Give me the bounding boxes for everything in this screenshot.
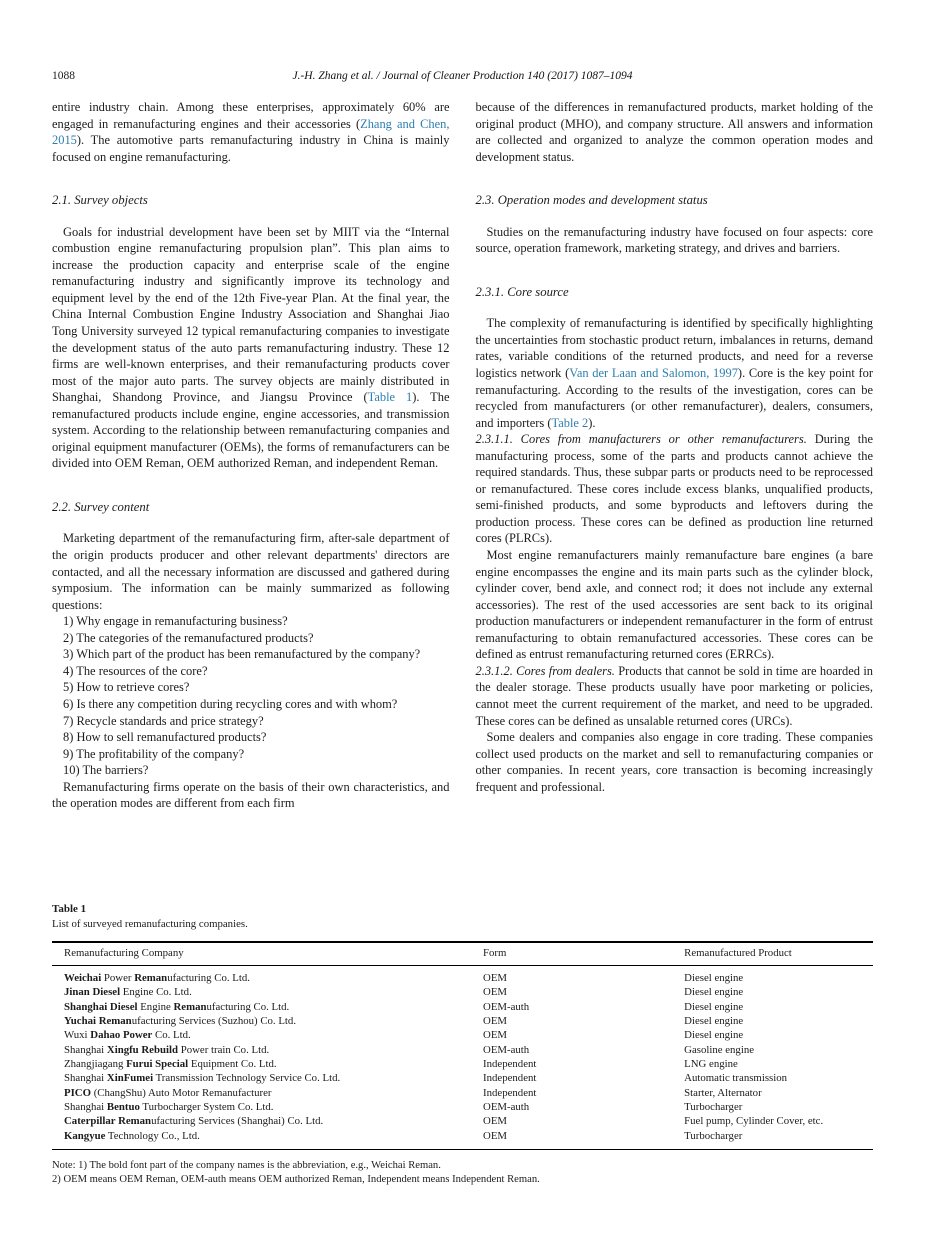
running-header: [52, 70, 873, 86]
table-row: [52, 1058, 873, 1072]
section-heading: 2.1. Survey objects: [52, 193, 148, 208]
table-row: [52, 1115, 873, 1129]
form-cell: OEM: [483, 1029, 508, 1042]
table-note-line: 2) OEM means OEM Reman, OEM-auth means OEM authorized Reman, Independent means Independent Reman.: [52, 1173, 540, 1185]
text-run: Goals for industrial development have been set by MIIT via the “Internal combustion engine remanufacturing propulsion plan”. This plan aims to increase the production capacity and enterprise scale of the engine remanufacturing industry and significantly improve its technology and equipment level by the end of the 12th Five-year Plan. At the final year, the China Internal Combustion Engine Industry Association and Shanghai Jiao Tong University surveyed 12 typical remanufacturing companies to investigate the development status of the auto parts remanufacturing industry. These 12 firms are well-known enterprises, and their remanufacturing products cover most of the major auto parts. The survey objects are mainly distributed in Shanghai, Shandong Province, and Jiangsu Province (: [52, 224, 450, 405]
text-run: 1) Why engage in remanufacturing business?: [63, 614, 288, 629]
text-run: 7) Recycle standards and price strategy?: [63, 713, 264, 728]
page-number: 1088: [52, 70, 75, 82]
table-notes: [52, 1159, 873, 1186]
paragraph: [52, 696, 450, 713]
article-body: [52, 99, 873, 899]
paragraph: [476, 224, 874, 257]
text-run: XinFumei: [106, 1072, 154, 1085]
table-row: [52, 986, 873, 1000]
text-run: Power train Co. Ltd.: [178, 1043, 270, 1056]
company-cell: [52, 1129, 483, 1149]
form-cell: OEM-auth: [483, 1101, 530, 1114]
company-cell: [52, 1000, 483, 1014]
section-heading: 2.3. Operation modes and development status: [475, 193, 708, 208]
form-cell: Independent: [483, 1058, 537, 1070]
product-cell: Turbocharger: [684, 1101, 743, 1114]
text-run: 8) How to sell remanufactured products?: [63, 730, 267, 745]
form-cell: OEM: [483, 1129, 508, 1142]
paragraph: [476, 729, 874, 795]
paragraph: [476, 315, 874, 431]
company-cell: [52, 1101, 483, 1115]
text-run: Marketing department of the remanufacturing firm, after-sale department of the origin products producer and other relevant departments' directors are contacted, and all the necessary information are discussed and gathered during symposium. The information can be mainly summarized as following questions:: [52, 531, 450, 612]
right-column: [476, 99, 874, 899]
paragraph: [476, 431, 874, 547]
left-column: [52, 99, 450, 899]
paragraph: [52, 779, 450, 812]
paragraph: [476, 547, 874, 663]
text-run: ).: [588, 415, 596, 430]
paragraph: [52, 99, 450, 165]
text-run: 5) How to retrieve cores?: [63, 680, 190, 695]
text-run: Turbocharger System Co. Ltd.: [139, 1101, 274, 1114]
table-row: [52, 1014, 873, 1028]
citation-link[interactable]: Table 1: [367, 390, 413, 405]
paragraph: [476, 663, 874, 729]
text-run: ufacturing Services (Shanghai) Co. Ltd.: [151, 1115, 324, 1128]
column-header: Form: [483, 942, 684, 966]
text-run: 2.3.1.2. Cores from dealers.: [475, 663, 615, 678]
text-run: Products that cannot be sold in time are hoarded in the dealer storage. These products usually have poor marketing or policies, cannot meet the current requirement of the market, and need to be upgraded. These cores can be defined as unsalable returned cores (URCs).: [475, 663, 873, 728]
text-run: 3) Which part of the product has been remanufactured by the company?: [63, 647, 421, 662]
text-run: 4) The resources of the core?: [63, 663, 208, 678]
text-run: Studies on the remanufacturing industry have focused on four aspects: core source, operation framework, marketing strategy, and drives and barriers.: [475, 224, 873, 256]
company-cell: [52, 1058, 483, 1072]
text-run: 9) The profitability of the company?: [63, 746, 245, 761]
company-cell: [52, 965, 483, 985]
company-cell: [52, 1014, 483, 1028]
text-run: Dahao Power: [90, 1029, 153, 1042]
text-run: Engine: [137, 1000, 174, 1013]
text-run: ufacturing Co. Ltd.: [206, 1000, 290, 1013]
product-cell: Gasoline engine: [684, 1043, 755, 1056]
text-run: 6) Is there any competition during recycling cores and with whom?: [63, 696, 398, 711]
paragraph: [52, 729, 450, 746]
form-cell: OEM: [483, 1115, 508, 1128]
company-cell: [52, 1115, 483, 1129]
text-run: because of the differences in remanufactured products, market holding of the original product (MHO), and company structure. All answers and information are collected and organized to analyze the common operation modes and development status.: [475, 100, 873, 164]
text-run: Some dealers and companies also engage in core trading. These companies collect used products on the market and sell to remanufacturing companies or other companies. In recent years, core transaction is becoming increasingly frequent and professional.: [475, 730, 873, 794]
product-cell: Diesel engine: [684, 1000, 744, 1013]
text-run: (ChangShu) Auto Motor Remanufacturer: [91, 1086, 272, 1099]
text-run: Shanghai Diesel: [64, 1000, 138, 1013]
text-run: entire industry chain. Among these enterprises, approximately 60% are engaged in remanufacturing engines and their accessories (: [52, 100, 450, 131]
section-heading: 2.2. Survey content: [52, 499, 150, 514]
text-run: PICO: [64, 1086, 91, 1099]
product-cell: Turbocharger: [684, 1129, 743, 1142]
text-run: Wuxi: [64, 1029, 91, 1042]
text-run: Kangyue: [64, 1129, 106, 1142]
paragraph: [52, 713, 450, 730]
table-caption: List of surveyed remanufacturing companies.: [52, 918, 248, 931]
company-cell: [52, 1086, 483, 1100]
column-header: Remanufacturing Company: [52, 942, 483, 966]
text-run: ). The automotive parts remanufacturing industry in China is mainly focused on engine remanufacturing.: [52, 133, 450, 164]
product-cell: Diesel engine: [684, 1014, 744, 1027]
form-cell: OEM-auth: [483, 1043, 530, 1056]
text-run: Shanghai: [64, 1043, 107, 1056]
text-run: Caterpillar Reman: [64, 1115, 152, 1128]
paragraph: [52, 224, 450, 472]
text-run: Shanghai: [64, 1101, 107, 1114]
product-cell: LNG engine: [684, 1058, 738, 1070]
product-cell: Fuel pump, Cylinder Cover, etc.: [684, 1115, 824, 1128]
table-header-row: [52, 942, 873, 966]
text-run: Engine Co. Ltd.: [120, 986, 192, 999]
text-run: Reman: [134, 971, 168, 984]
paragraph: [52, 646, 450, 663]
text-run: Zhangjiagang: [64, 1058, 127, 1070]
text-run: 2) The categories of the remanufactured products?: [63, 630, 314, 645]
table-row: [52, 1129, 873, 1149]
paragraph: [52, 746, 450, 763]
citation-link[interactable]: Van der Laan and Salomon, 1997: [569, 366, 738, 381]
form-cell: OEM-auth: [483, 1000, 530, 1013]
text-run: Transmission Technology Service Co. Ltd.: [153, 1072, 341, 1085]
form-cell: Independent: [483, 1072, 537, 1085]
table1-section: [52, 903, 873, 1186]
text-run: During the manufacturing process, some of the parts and products cannot achieve the required standards. Thus, these subpar parts or products need to be reprocessed or remanufactured. These cores include excess blanks, unqualified products, semi-finished products, and some byproducts and leftovers during the production process. These cores can be defined as production line returned cores (PLRCs).: [475, 432, 873, 546]
citation-link[interactable]: Zhang and Chen, 2015: [52, 116, 450, 148]
form-cell: OEM: [483, 986, 508, 999]
text-run: Weichai: [64, 971, 102, 984]
paragraph: [52, 613, 450, 630]
text-run: Yuchai Reman: [64, 1014, 132, 1027]
text-run: Bentuo: [106, 1101, 140, 1114]
table-row: [52, 965, 873, 985]
company-cell: [52, 1072, 483, 1086]
form-cell: OEM: [483, 971, 508, 984]
table-row: [52, 1029, 873, 1043]
text-run: 10) The barriers?: [63, 763, 149, 778]
section-heading: 2.3.1. Core source: [475, 284, 569, 299]
table-row: [52, 1000, 873, 1014]
table-row: [52, 1086, 873, 1100]
product-cell: Diesel engine: [684, 986, 744, 999]
table-note-line: Note: 1) The bold font part of the company names is the abbreviation, e.g., Weichai Reman.: [52, 1160, 441, 1172]
text-run: Technology Co., Ltd.: [105, 1129, 200, 1142]
product-cell: Automatic transmission: [684, 1072, 788, 1085]
company-cell: [52, 1029, 483, 1043]
paragraph: [52, 762, 450, 779]
product-cell: Diesel engine: [684, 1029, 744, 1042]
text-run: Xingfu Rebuild: [106, 1043, 178, 1056]
paragraph: [52, 679, 450, 696]
paragraph: [52, 530, 450, 613]
text-run: Most engine remanufacturers mainly remanufacture bare engines (a bare engine encompasses the engine and its main parts such as the cylinder block, cylinder cover, bend axle, and connect rod; it does not include any external accessories). The rest of the used accessories are sent back to its original production manufacturers or independent remanufacturer in the form of entrust remanufacturing to obtain remanufactured accessories. These cores can be defined as entrust remanufacturing returned cores (ERRCs).: [475, 548, 873, 662]
product-cell: Starter, Alternator: [684, 1086, 762, 1099]
text-run: ). The remanufactured products include engine, engine accessories, and transmission system. According to the relationship between remanufacturing companies and original equipment manufacturer (OEMs), the forms of remanufacturers can be divided into OEM Reman, OEM authorized Reman, and independent Reman.: [52, 390, 450, 471]
column-header: Remanufactured Product: [684, 942, 873, 966]
text-run: Equipment Co. Ltd.: [188, 1058, 277, 1070]
table-row: [52, 1101, 873, 1115]
product-cell: Diesel engine: [684, 971, 744, 984]
table-row: [52, 1072, 873, 1086]
running-head: J.-H. Zhang et al. / Journal of Cleaner Production 140 (2017) 1087–1094: [292, 70, 633, 82]
paragraph: [52, 630, 450, 647]
text-run: Reman: [173, 1000, 207, 1013]
text-run: ufacturing Services (Suzhou) Co. Ltd.: [131, 1014, 297, 1027]
text-run: The complexity of remanufacturing is identified by specifically highlighting the uncertainties from stochastic product return, imbalances in returns, demand rates, variable conditions of the returned products, and need for a reverse logistics network (: [475, 316, 873, 381]
form-cell: OEM: [483, 1014, 508, 1027]
company-cell: [52, 1043, 483, 1057]
text-run: Remanufacturing firms operate on the basis of their own characteristics, and the operation modes are different from each firm: [52, 779, 450, 811]
table-title: Table 1: [52, 903, 87, 915]
citation-link[interactable]: Table 2: [551, 415, 589, 430]
text-run: Co. Ltd.: [152, 1029, 191, 1042]
form-cell: Independent: [483, 1086, 537, 1099]
company-cell: [52, 986, 483, 1000]
text-run: Furui Special: [126, 1058, 189, 1070]
paragraph: [52, 663, 450, 680]
text-run: Jinan Diesel: [64, 986, 121, 999]
paragraph: [476, 99, 874, 165]
text-run: Power: [101, 971, 135, 984]
text-run: Shanghai: [64, 1072, 107, 1085]
text-run: ufacturing Co. Ltd.: [167, 971, 250, 984]
table-row: [52, 1043, 873, 1057]
text-run: ). Core is the key point for remanufacturing. According to the results of the investigation, cores can be recycled from manufacturers (or other remanufacturer), dealers, consumers, and importers (: [475, 366, 873, 430]
companies-table: [52, 941, 873, 1150]
text-run: 2.3.1.1. Cores from manufacturers or other remanufacturers.: [475, 432, 807, 447]
